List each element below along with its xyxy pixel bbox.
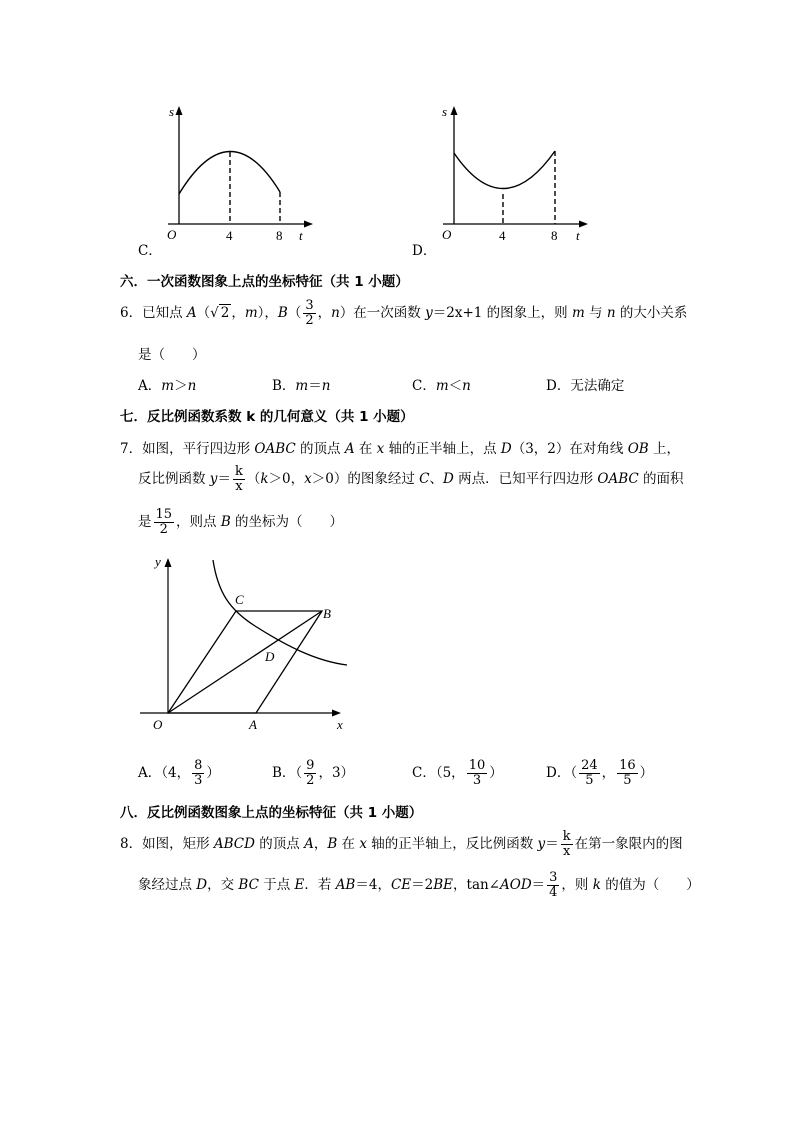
q6-option-b[interactable]: B．m＝n <box>272 378 331 394</box>
fraction-k-x-q8: $\frac{k}{x}$ <box>562 829 571 859</box>
q8-line1: 8．如图，矩形 ABCD 的顶点 A，B 在 x 轴的正半轴上，反比例函数 y＝ $\frac{k}{x}$ 在第一象限内的图 <box>120 829 683 859</box>
graph-c-s-label: s <box>169 104 175 119</box>
q7-fig-O: O <box>153 717 163 732</box>
graph-c-tick-4: 4 <box>226 228 233 243</box>
graph-c <box>150 100 325 250</box>
q7-option-a[interactable]: A．（4， $\frac{8}{3}$ ） <box>138 758 220 788</box>
q7-fig-x: x <box>337 717 343 732</box>
section-6-title: 六．一次函数图象上点的坐标特征（共 1 小题） <box>120 274 409 290</box>
q7-fig-A: A <box>249 717 257 732</box>
section-8-title: 八．反比例函数图象上点的坐标特征（共 1 小题） <box>120 805 423 821</box>
graph-d-tick-4: 4 <box>499 228 506 243</box>
graph-c-t-label: t <box>299 228 303 243</box>
q7-figure <box>135 548 355 733</box>
q7-line2: 反比例函数 y＝ $\frac{k}{x}$ （k＞0，x＞0）的图象经过 C、D 两点．已知平行四边形 OABC 的面积 <box>138 464 684 494</box>
option-c-label: C． <box>138 243 162 259</box>
fraction-3-2: $\frac{3}{2}$ <box>305 298 314 328</box>
q8-line2: 象经过点 D，交 BC 于点 E．若 AB＝4，CE＝2BE，tan∠AOD＝ $\frac{3}{4}$ ，则 k 的值为（ ） <box>138 870 700 900</box>
graph-d-tick-8: 8 <box>551 228 558 243</box>
q7-fig-D: D <box>265 649 275 664</box>
section-7-title: 七．反比例函数系数 k 的几何意义（共 1 小题） <box>120 409 414 425</box>
q7-line3: 是 $\frac{15}{2}$ ，则点 B 的坐标为（ ） <box>138 507 344 537</box>
sqrt-2: √ 2 <box>210 305 230 321</box>
graph-d-origin: O <box>442 227 452 242</box>
option-d-label: D． <box>412 243 437 259</box>
graph-d-s-label: s <box>442 104 448 119</box>
q7-fig-C: C <box>235 592 244 607</box>
q6-line1: 6．已知点 A（√ 2 ，m），B（ $\frac{3}{2}$ ，n）在一次函数 y＝2x+1 的图象上，则 m 与 n 的大小关系 <box>120 298 688 328</box>
q7-line1: 7．如图，平行四边形 OABC 的顶点 A 在 x 轴的正半轴上，点 D（3，2）在对角线 OB 上， <box>120 441 680 457</box>
graph-d <box>425 100 600 250</box>
graph-d-t-label: t <box>576 228 580 243</box>
q6-option-d[interactable]: D．无法确定 <box>546 378 625 394</box>
q7-option-d[interactable]: D．（ $\frac{24}{5}$ ， $\frac{16}{5}$ ） <box>546 758 654 788</box>
q7-fig-B: B <box>323 606 331 621</box>
q6-option-c[interactable]: C．m＜n <box>412 378 471 394</box>
q7-option-b[interactable]: B．（ $\frac{9}{2}$ ，3） <box>272 758 355 788</box>
q7-fig-y: y <box>155 554 161 569</box>
q6-option-a[interactable]: A．m＞n <box>138 378 197 394</box>
fraction-3-4: $\frac{3}{4}$ <box>549 870 558 900</box>
graph-c-tick-8: 8 <box>276 228 283 243</box>
q7-option-c[interactable]: C．（5， $\frac{10}{3}$ ） <box>412 758 503 788</box>
fraction-k-x: $\frac{k}{x}$ <box>234 464 243 494</box>
fraction-15-2: $\frac{15}{2}$ <box>155 507 173 537</box>
q6-line2: 是（ ） <box>138 347 206 363</box>
graph-c-origin: O <box>167 227 177 242</box>
